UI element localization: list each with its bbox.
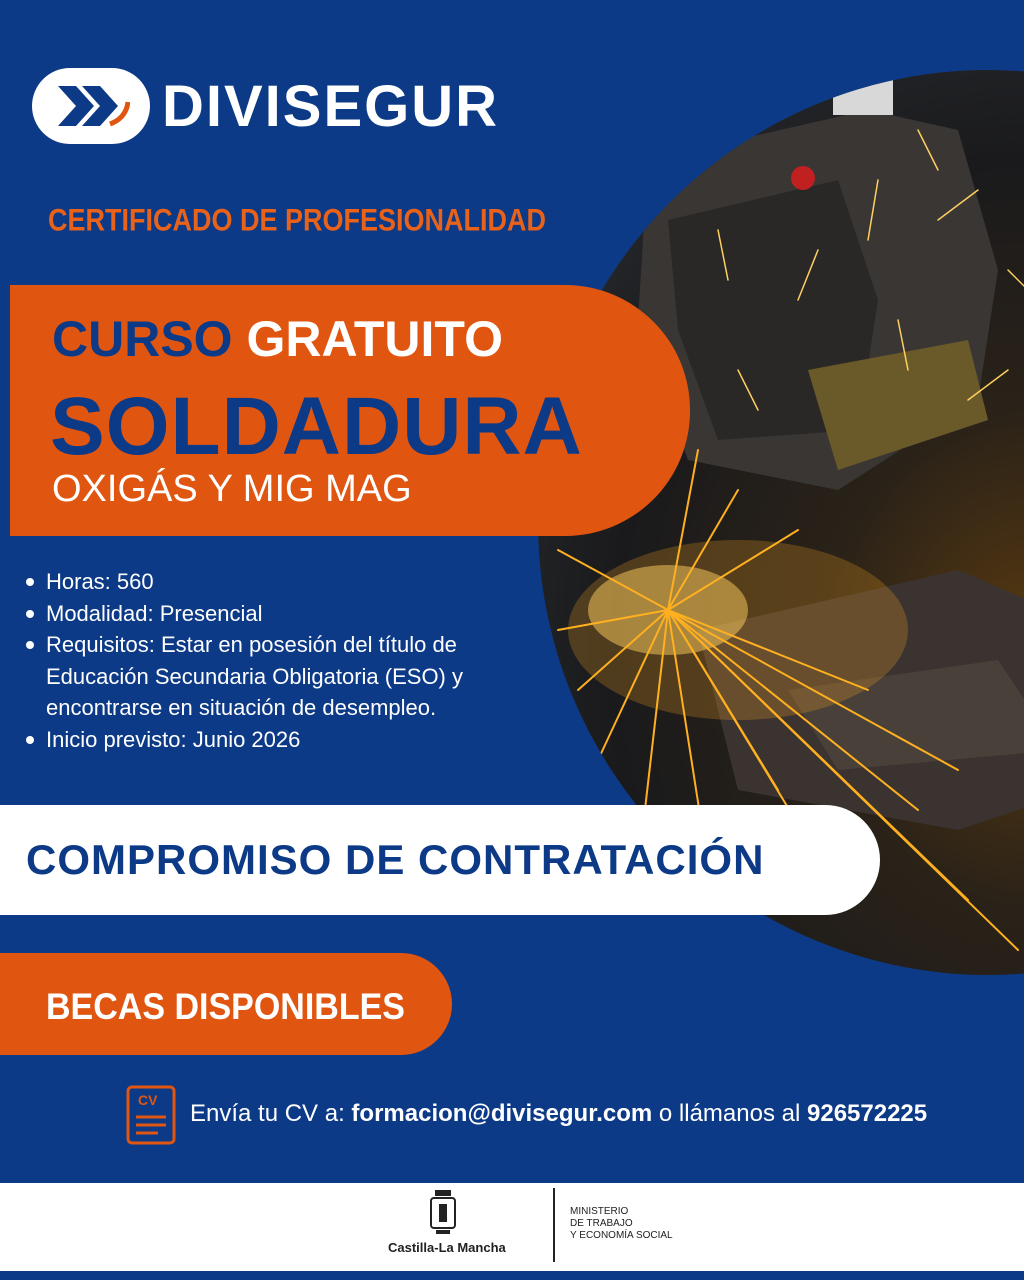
- ministry-name: [570, 1206, 673, 1242]
- detail-hours: Horas: 560: [24, 566, 544, 598]
- region-name: Castilla-La Mancha: [388, 1240, 506, 1255]
- brand-name: DIVISEGUR: [162, 73, 500, 139]
- course-title: SOLDADURA: [50, 381, 583, 472]
- castilla-la-mancha-emblem-icon: [428, 1190, 458, 1236]
- course-details-list: [24, 566, 544, 755]
- course-subtitle: OXIGÁS Y MIG MAG: [52, 468, 412, 510]
- certificate-label: CERTIFICADO DE PROFESIONALIDAD: [48, 203, 547, 238]
- course-word-1: CURSO: [52, 311, 233, 367]
- detail-start: Inicio previsto: Junio 2026: [24, 724, 544, 756]
- detail-modality: Modalidad: Presencial: [24, 598, 544, 630]
- ministry-line-1: MINISTERIO: [570, 1206, 629, 1217]
- ministry-line-3: Y ECONOMÍA SOCIAL: [570, 1230, 673, 1241]
- contact-email[interactable]: formacion@divisegur.com: [351, 1100, 653, 1127]
- scholarships-text: BECAS DISPONIBLES: [46, 986, 405, 1028]
- contact-middle: o llámanos al: [658, 1100, 801, 1127]
- logo-badge: [32, 68, 150, 144]
- contact-phone[interactable]: 926572225: [807, 1100, 928, 1127]
- footer: [0, 1183, 1024, 1271]
- contact-prefix: Envía tu CV a:: [190, 1100, 345, 1127]
- footer-divider: [553, 1188, 555, 1262]
- chevrons-icon: [54, 82, 130, 130]
- footer-bottom-bar: [0, 1271, 1024, 1280]
- commitment-text: COMPROMISO DE CONTRATACIÓN: [26, 836, 765, 883]
- contact-line: [190, 1100, 927, 1128]
- divisegur-logo: [32, 68, 499, 144]
- course-word-2: GRATUITO: [246, 311, 503, 367]
- cv-icon-label: CV: [138, 1092, 158, 1108]
- cv-document-icon: [126, 1085, 176, 1145]
- ministry-line-2: DE TRABAJO: [570, 1218, 633, 1229]
- course-heading: [52, 310, 503, 368]
- detail-requirements: Requisitos: Estar en posesión del título de Educación Secundaria Obligatoria (ESO) y encontrarse en situación de desempleo.: [24, 629, 544, 724]
